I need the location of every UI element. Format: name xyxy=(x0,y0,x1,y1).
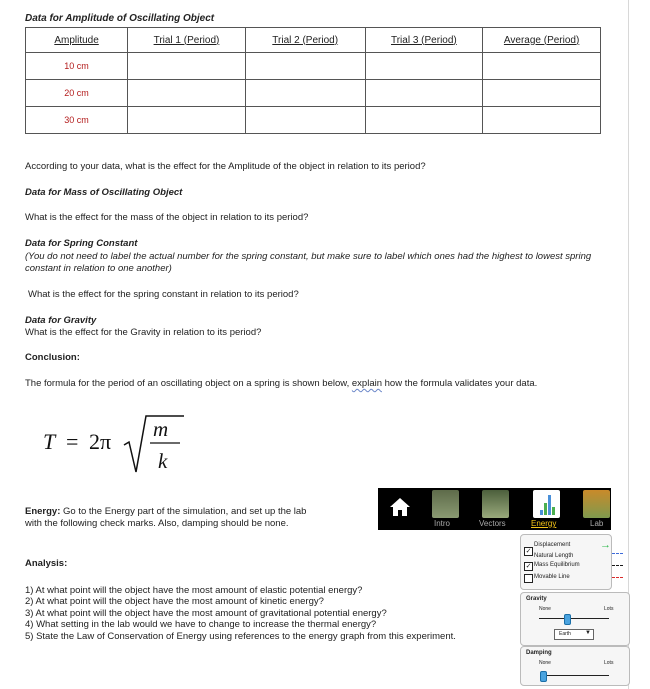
header-trial-2: Trial 2 (Period) xyxy=(245,28,365,53)
list-item: 5) State the Law of Conservation of Energy using references to the energy graph from this experiment. xyxy=(25,630,456,642)
amplitude-table xyxy=(25,27,601,134)
formula-lhs: T xyxy=(43,429,56,454)
tab-energy[interactable] xyxy=(533,490,560,518)
amplitude-cell: 20 cm xyxy=(26,80,128,107)
mass-equilibrium-checkbox[interactable]: ✓ xyxy=(525,563,532,570)
tab-vectors-label: Vectors xyxy=(479,519,506,528)
displacement-label: Displacement xyxy=(534,542,571,548)
list-item: 1) At what point will the object have the most amount of elastic potential energy? xyxy=(25,585,363,596)
damping-slider-track xyxy=(543,675,609,676)
gravity-heading: Data for Gravity xyxy=(25,315,97,326)
amplitude-cell: 30 cm xyxy=(26,107,128,134)
conclusion-heading: Conclusion: xyxy=(25,352,80,363)
tab-intro-label: Intro xyxy=(434,519,451,528)
formula-prompt-a: The formula for the period of an oscillating object on a spring is shown below, xyxy=(25,378,352,389)
formula-den: k xyxy=(158,449,168,473)
damping-slider-thumb[interactable] xyxy=(540,671,547,682)
mass-question: What is the effect for the mass of the object in relation to its period? xyxy=(25,212,309,223)
header-average: Average (Period) xyxy=(483,28,601,53)
display-options-box xyxy=(520,534,612,590)
displacement-checkbox[interactable]: ✓ xyxy=(525,548,532,555)
formula-eq: = xyxy=(66,429,79,454)
natural-length-label: Natural Length xyxy=(534,553,574,559)
tab-lab[interactable] xyxy=(583,490,610,518)
table-cell[interactable] xyxy=(483,53,601,80)
gravity-slider-thumb[interactable] xyxy=(564,614,571,625)
formula-num: m xyxy=(153,417,169,441)
header-trial-1: Trial 1 (Period) xyxy=(128,28,246,53)
home-icon[interactable] xyxy=(389,497,411,517)
movable-line-label: Movable Line xyxy=(534,574,570,580)
mass-equilibrium-label: Mass Equilibrium xyxy=(534,562,580,568)
energy-instructions xyxy=(25,506,325,530)
formula-coef: 2π xyxy=(89,429,112,454)
gravity-select-value: Earth xyxy=(559,631,571,637)
table-cell[interactable] xyxy=(128,80,246,107)
list-item: 2) At what point will the object have the most amount of kinetic energy? xyxy=(25,596,324,608)
chevron-down-icon: ▼ xyxy=(585,630,591,636)
table-cell[interactable] xyxy=(483,80,601,107)
damping-max-label: Lots xyxy=(604,660,614,666)
table-cell[interactable] xyxy=(365,53,483,80)
header-amplitude: Amplitude xyxy=(26,28,128,53)
table-cell[interactable] xyxy=(245,80,365,107)
gravity-title: Gravity xyxy=(526,596,547,602)
table-cell[interactable] xyxy=(245,53,365,80)
table-row xyxy=(26,107,601,134)
spring-note: (You do not need to label the actual number for the spring constant, but make sure to label which ones had the highest to lowest spring constant in relation to one another) xyxy=(25,251,592,274)
period-formula xyxy=(40,412,200,482)
tab-intro[interactable] xyxy=(432,490,459,518)
damping-box xyxy=(520,646,630,686)
table-cell[interactable] xyxy=(483,107,601,134)
gravity-min-label: None xyxy=(539,606,551,612)
table-cell[interactable] xyxy=(245,107,365,134)
table-cell[interactable] xyxy=(365,80,483,107)
simulation-control-panel xyxy=(520,534,630,684)
amplitude-question: According to your data, what is the effect for the Amplitude of the object in relation to its period? xyxy=(25,161,426,172)
gravity-select[interactable] xyxy=(554,629,594,640)
movable-line-legend xyxy=(612,577,623,578)
formula-prompt-b: how the formula validates your data. xyxy=(382,378,538,389)
gravity-max-label: Lots xyxy=(604,606,614,612)
gravity-box xyxy=(520,592,630,646)
spring-question: What is the effect for the spring constant in relation to its period? xyxy=(28,289,299,300)
tab-energy-label: Energy xyxy=(531,519,557,528)
damping-title: Damping xyxy=(526,650,552,656)
table-cell[interactable] xyxy=(128,107,246,134)
energy-label: Energy: xyxy=(25,506,61,517)
formula-prompt-explain: explain xyxy=(351,378,382,389)
list-item: 3) At what point will the object have the most amount of gravitational potential energy? xyxy=(25,607,387,619)
tab-lab-label: Lab xyxy=(590,519,604,528)
formula-prompt xyxy=(25,378,565,390)
tab-vectors[interactable] xyxy=(482,490,509,518)
table-row xyxy=(26,80,601,107)
analysis-heading: Analysis: xyxy=(25,558,68,569)
displacement-arrow-icon: → xyxy=(600,539,611,551)
mass-equilibrium-legend xyxy=(612,565,623,566)
list-item: 4) What setting in the lab would we have to change to increase the thermal energy? xyxy=(25,619,377,631)
amplitude-cell: 10 cm xyxy=(26,53,128,80)
table-cell[interactable] xyxy=(128,53,246,80)
damping-min-label: None xyxy=(539,660,551,666)
gravity-question: What is the effect for the Gravity in relation to its period? xyxy=(25,327,262,338)
header-trial-3: Trial 3 (Period) xyxy=(365,28,483,53)
simulation-nav-bar xyxy=(378,488,611,530)
movable-line-checkbox[interactable] xyxy=(524,574,533,583)
analysis-list xyxy=(25,585,465,642)
table-cell[interactable] xyxy=(365,107,483,134)
energy-text: Go to the Energy part of the simulation, and set up the lab with the following check marks. Also, damping should be none. xyxy=(25,506,307,529)
natural-length-legend xyxy=(612,553,623,554)
amplitude-heading: Data for Amplitude of Oscillating Object xyxy=(25,13,215,24)
spring-heading: Data for Spring Constant xyxy=(25,238,138,249)
mass-heading: Data for Mass of Oscillating Object xyxy=(25,187,183,198)
table-row xyxy=(26,53,601,80)
gravity-slider-track xyxy=(539,618,609,619)
